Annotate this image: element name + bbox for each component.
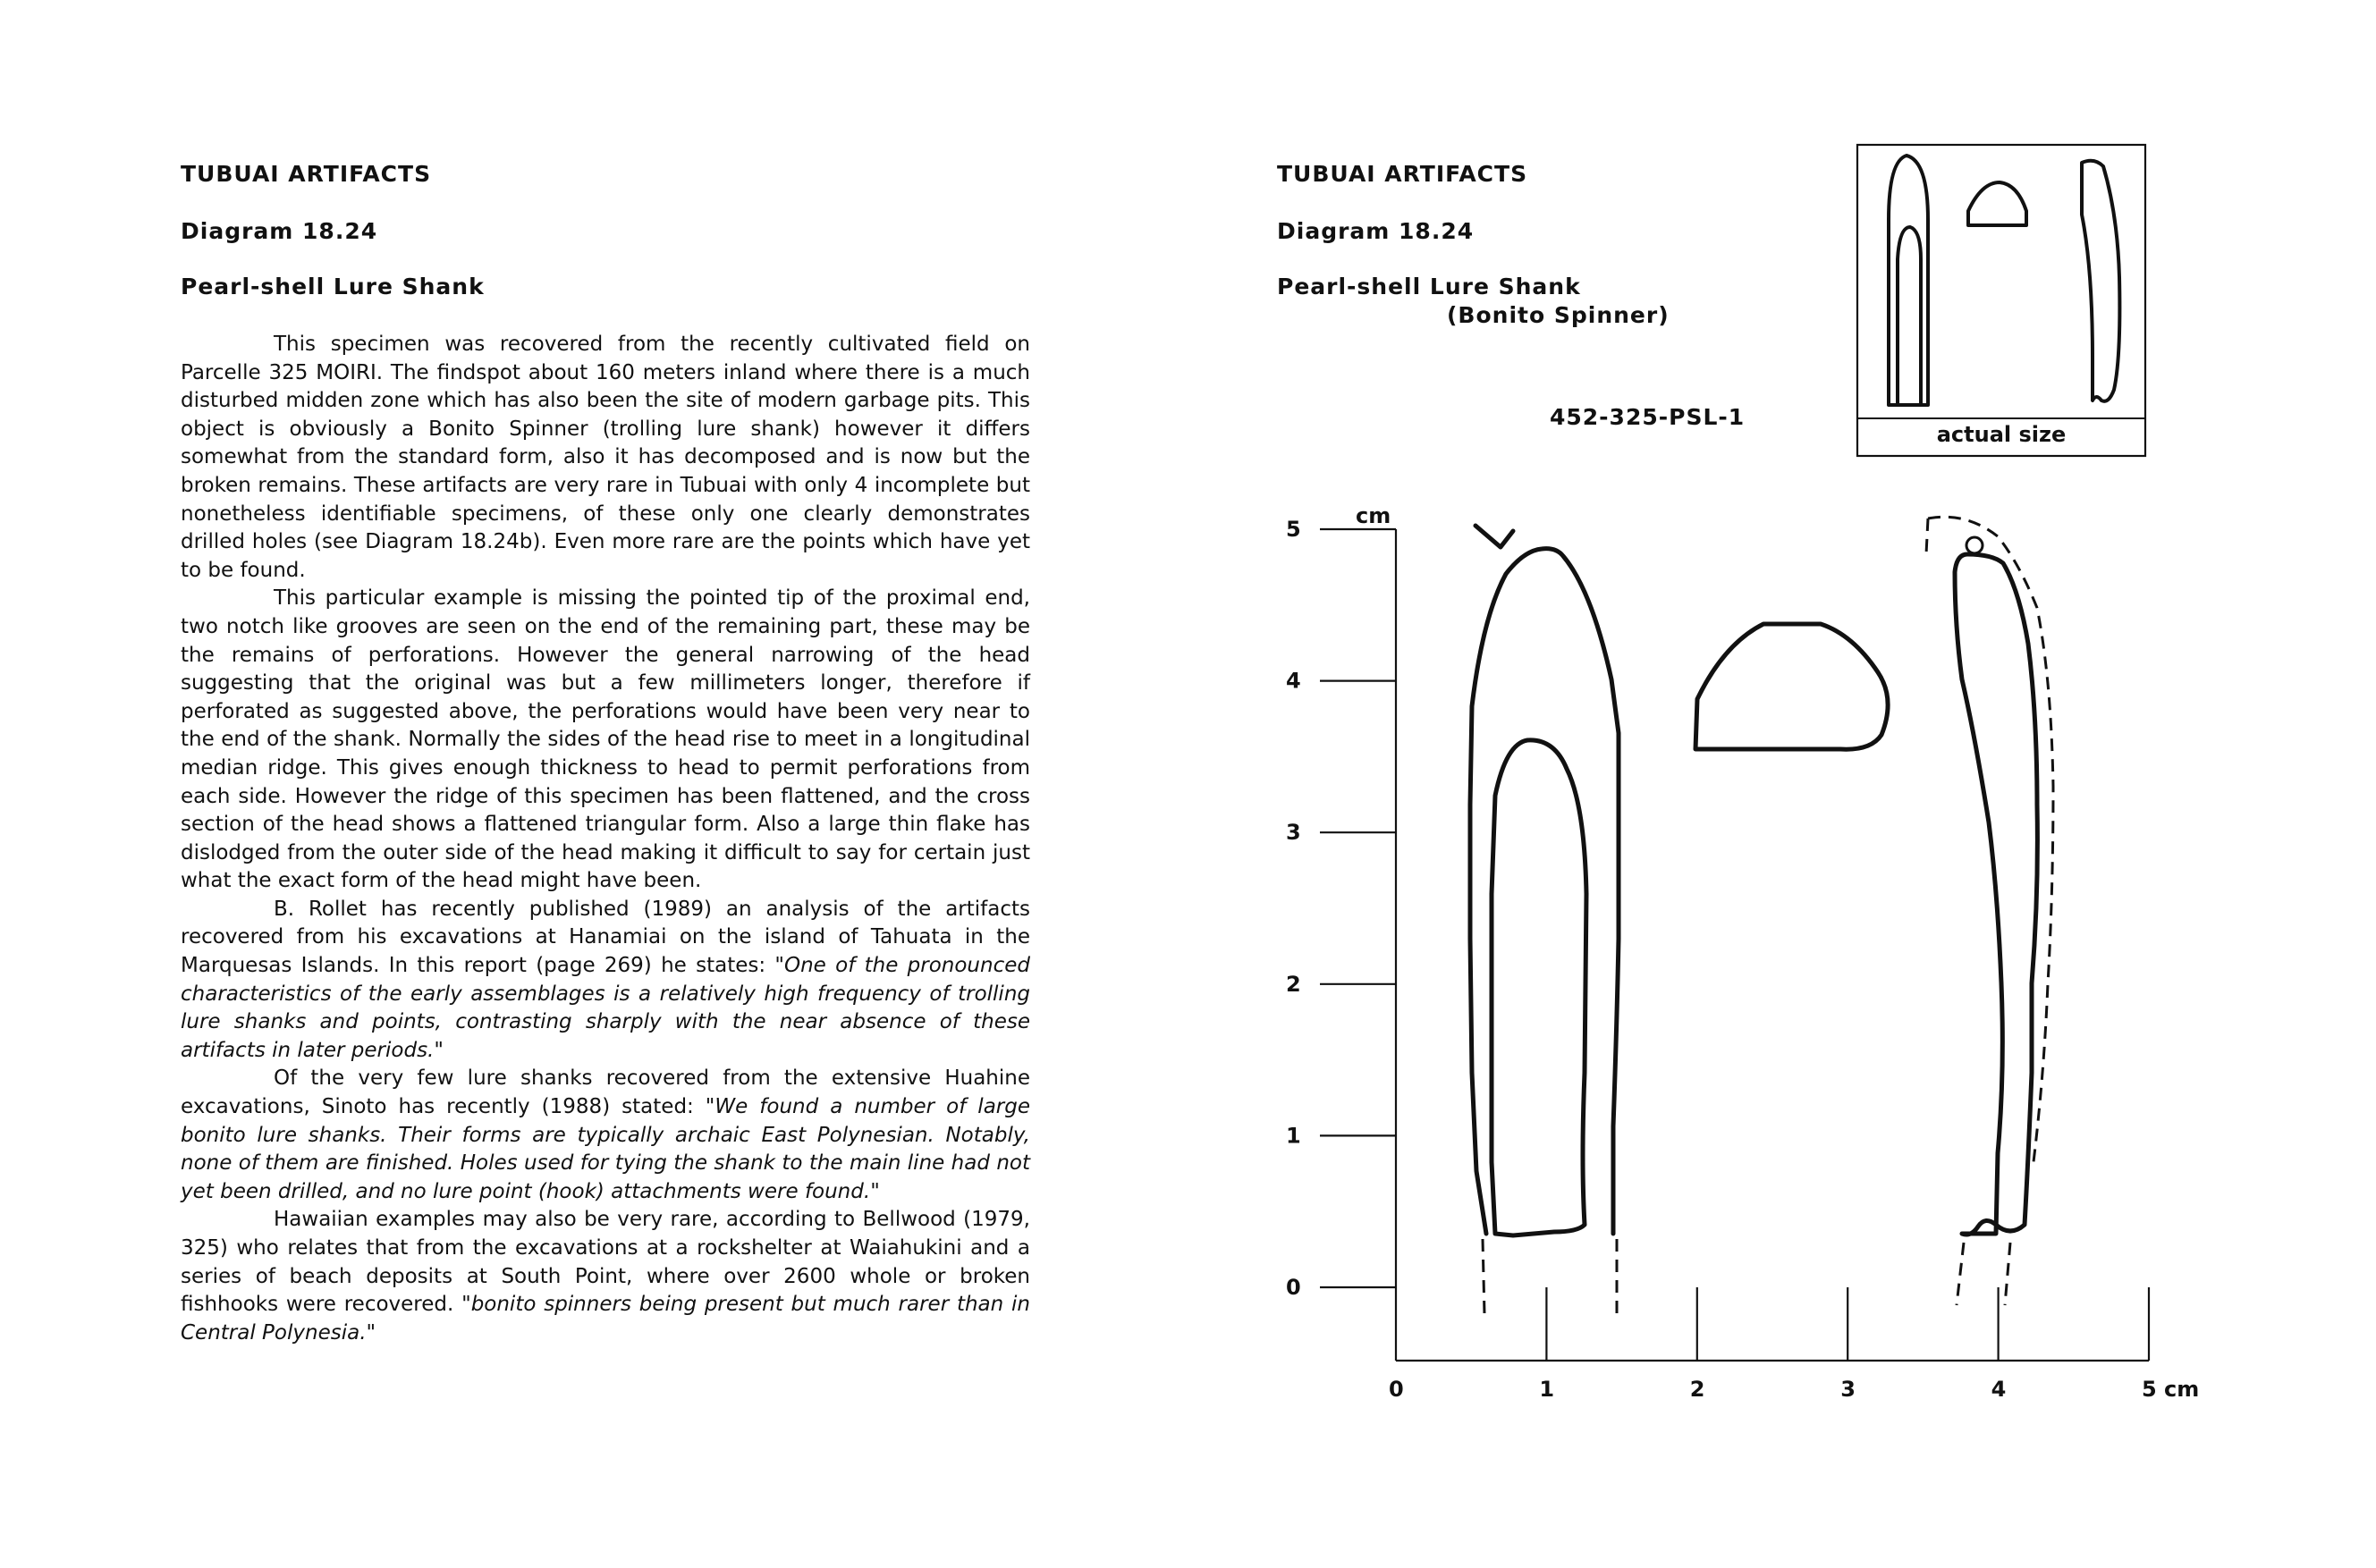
x-tick-label: 5 cm: [2142, 1377, 2200, 1402]
diagram-number: Diagram 18.24: [181, 218, 378, 244]
inset-shank-inner: [1898, 227, 1921, 405]
y-tick-label: 3: [1286, 820, 1301, 846]
sinoto-quote: We found a number of large bonito lure shanks. Their forms are typically archaic East Polynesian. Notably, none of them are finished. Holes used for tying the shank to the main line had not yet been drilled, and no lure point (hook) attachments were found.: [181, 1095, 1030, 1203]
inset-frame: [1857, 145, 2145, 456]
paragraph-4-text: Of the very few lure shanks recovered from the extensive Huahine excavations, Sinoto has recently (1988) stated: ": [181, 1066, 1030, 1119]
paragraph-5: [181, 1206, 1030, 1347]
artifact-subtitle: (Bonito Spinner): [1447, 302, 1670, 328]
head-cross-section: [1695, 624, 1888, 749]
paragraph-1: This specimen was recovered from the recently cultivated field on Parcelle 325 MOIRI. The findspot about 160 meters inland where there is a much disturbed midden zone which has also been the site of modern garbage pits. This object is obviously a Bonito Spinner (trolling lure shank) however it differs somewhat from the standard form, also it has decomposed and is now but the broken remains. These artifacts are very rare in Tubuai with only 4 incomplete but nonetheless identifiable specimens, of these only one clearly demonstrates drilled holes (see Diagram 18.24b). Even more rare are the points which have yet to be found.: [181, 333, 1030, 582]
break-line-left: [1957, 1243, 1964, 1305]
shank-inner-outline: [1492, 740, 1586, 1235]
break-line-left: [1483, 1239, 1484, 1314]
body-text: [181, 331, 1030, 1347]
paragraph-4: [181, 1065, 1030, 1206]
y-axis-ticks: [1286, 517, 1396, 1300]
y-axis-unit: cm: [1356, 503, 1391, 528]
right-page: [1188, 0, 2376, 1568]
artifact-title: Pearl-shell Lure Shank: [1277, 274, 1581, 299]
tip-dashed: [1926, 518, 1928, 554]
diagram-number: Diagram 18.24: [1277, 218, 1475, 244]
specimen-id: 452-325-PSL-1: [1550, 404, 1746, 430]
x-tick-label: 0: [1389, 1377, 1404, 1402]
paragraph-2: This particular example is missing the pointed tip of the proximal end, two notch like grooves are seen on the end of the remaining part, these may be the remains of perforations. However the general narrowing of the head suggesting that the original was but a few millimeters longer, therefore if perforated as suggested above, the perforations would have been very near to the end of the shank. Normally the sides of the head rise to meet in a longitudinal median ridge. This gives enough thickness to head to permit perforations from each side. However the ridge of this specimen has been flattened, and the cross section of the head shows a flattened triangular form. Also a large thin flake has dislodged from the outer side of the head making it difficult to say for certain just what the exact form of the head might have been.: [181, 586, 1030, 893]
bellwood-quote: bonito spinners being present but much rarer than in Central Polynesia.: [181, 1293, 1030, 1345]
artifact-title: Pearl-shell Lure Shank: [181, 274, 485, 299]
perforation-remnant: [1966, 537, 1983, 553]
x-tick-label: 4: [1991, 1377, 2007, 1402]
quote-close: ": [434, 1038, 444, 1062]
x-axis: [1396, 1287, 2149, 1361]
side-outline-main: [1955, 554, 2037, 1235]
inset-cross-section: [1968, 182, 2026, 225]
x-tick-label: 1: [1539, 1377, 1555, 1402]
paragraph-5-text: Hawaiian examples may also be very rare, according to Bellwood (1979, 325) who relates that from the excavations at a rockshelter at Waiahukini and a series of beach deposits at South Point, where over 2600 whole or broken fishhooks were recovered. ": [181, 1208, 1030, 1317]
paragraph-3: [181, 896, 1030, 1066]
page-header: TUBUAI ARTIFACTS: [1277, 161, 1528, 187]
page-header: TUBUAI ARTIFACTS: [181, 161, 432, 187]
cross-section-outline: [1695, 624, 1888, 749]
shank-front-view: [1470, 526, 1619, 1314]
rollet-quote: One of the pronounced characteristics of the early assemblages is a relatively high frequency of trolling lure shanks and points, contrasting sharply with the near absence of these artifacts in later periods.: [181, 954, 1030, 1062]
quote-close: ": [366, 1320, 376, 1345]
break-line-right: [2005, 1243, 2010, 1305]
quote-close: ": [870, 1179, 880, 1203]
scale-drawing: [1188, 0, 2376, 1568]
y-tick-label: 5: [1286, 517, 1301, 542]
y-tick-label: 1: [1286, 1123, 1301, 1149]
y-tick-label: 4: [1286, 668, 1301, 694]
inset-shank-side: [2082, 161, 2119, 401]
inset-caption: actual size: [1936, 422, 2067, 447]
x-tick-label: 2: [1689, 1377, 1705, 1402]
y-axis: [1320, 503, 1396, 1287]
paragraph-3-text: B. Rollet has recently published (1989) an analysis of the artifacts recovered from his excavations at Hanamiai on the island of Tahuata in the Marquesas Islands. In this report (page 269) he states: ": [181, 897, 1030, 978]
y-tick-label: 0: [1286, 1275, 1301, 1300]
y-tick-label: 2: [1286, 971, 1301, 997]
x-axis-ticks: [1389, 1287, 2199, 1402]
shank-side-view: [1926, 517, 2053, 1305]
x-tick-label: 3: [1840, 1377, 1856, 1402]
actual-size-inset: [1857, 145, 2145, 456]
missing-tip-sketch: [1475, 526, 1513, 547]
